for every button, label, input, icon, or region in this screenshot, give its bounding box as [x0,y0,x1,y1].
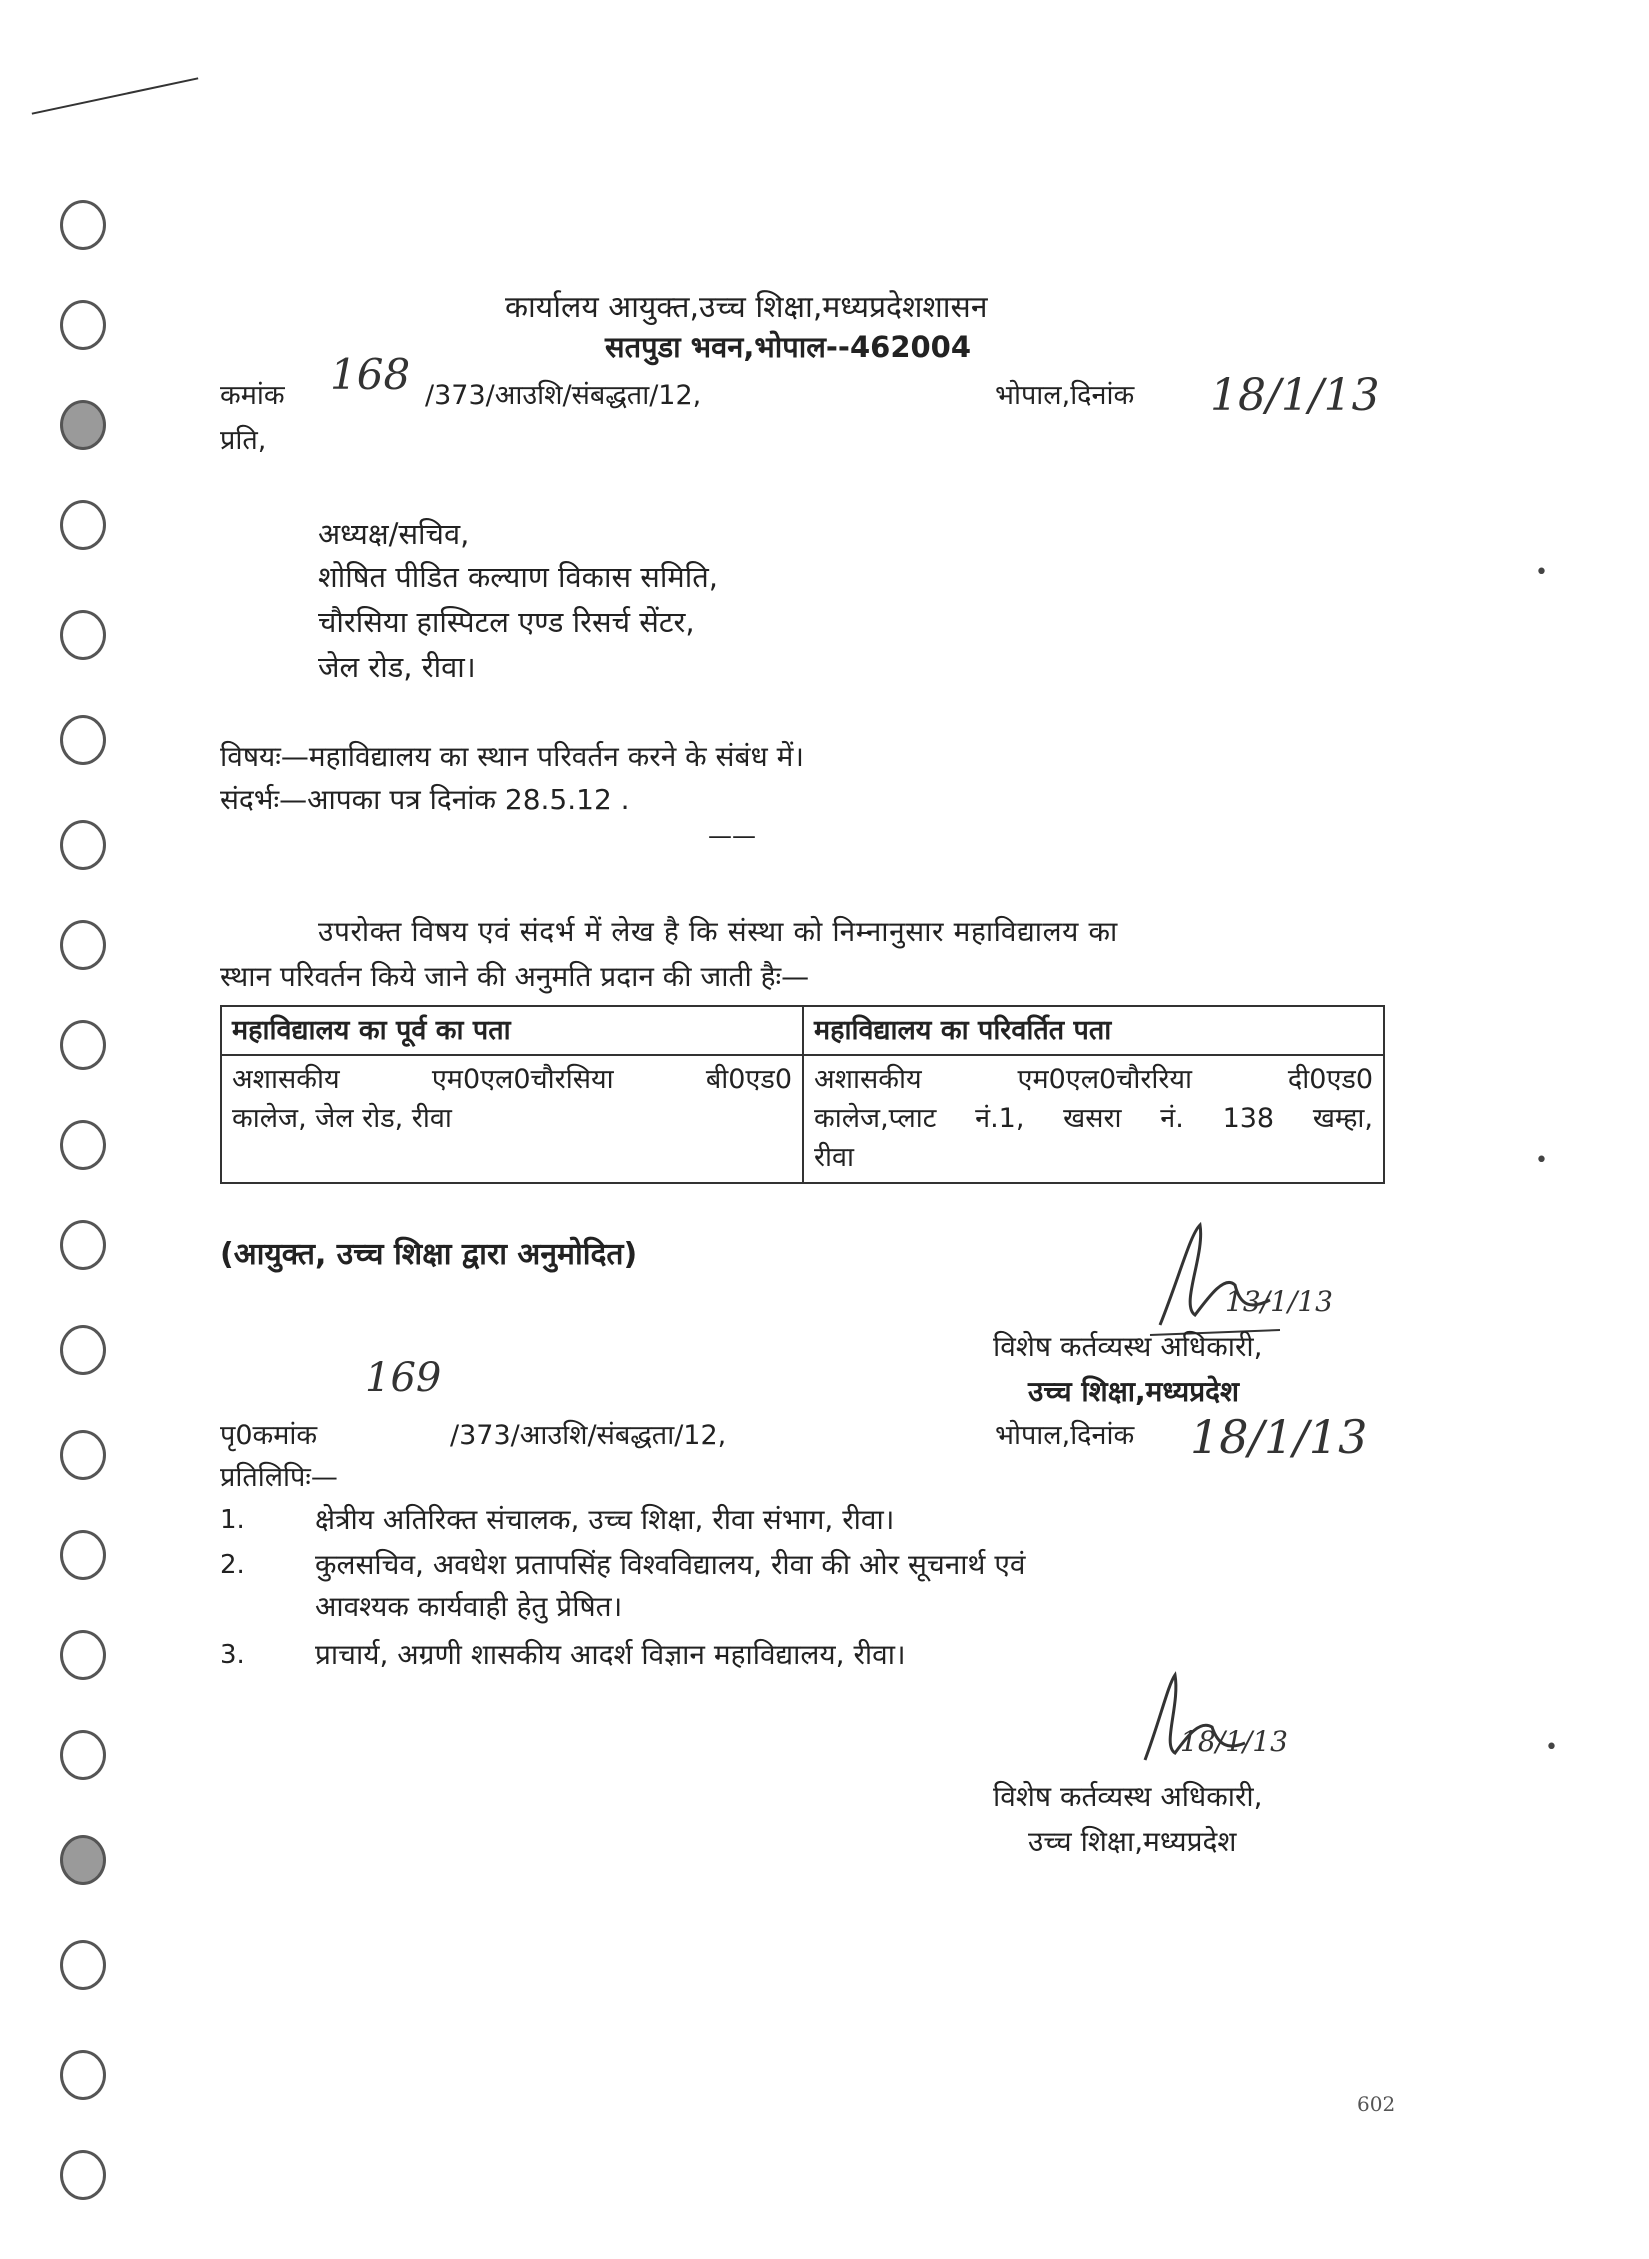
new-address-line: कालेज,प्लाट नं.1, खसरा नं. 138 खम्हा, [814,1103,1373,1135]
cc-label: प्रतिलिपिः— [220,1462,338,1493]
page-number: 602 [1357,2092,1396,2116]
binder-hole-icon [60,1530,106,1580]
new-address-line: रीवा [814,1142,855,1174]
signature2-title: विशेष कर्तव्यस्थ अधिकारी, [993,1780,1263,1813]
binder-hole-icon [60,2050,106,2100]
signature1-dept: उच्च शिक्षा,मध्यप्रदेश [1028,1375,1240,1408]
scan-dot-icon: • [1535,560,1548,585]
binder-hole-icon [60,1120,106,1170]
binder-hole-icon [60,1020,106,1070]
recipient-line: चौरसिया हास्पिटल एण्ड रिसर्च सेंटर, [318,605,695,639]
body-line: उपरोक्त विषय एवं संदर्भ में लेख है कि संस्था को निम्नानुसार महाविद्यालय का [318,915,1118,948]
new-address-cell [803,1055,1384,1182]
copy-date-handwritten: 18/1/13 [1190,1410,1368,1464]
office-heading: कार्यालय आयुक्त,उच्च शिक्षा,मध्यप्रदेशशासन [505,290,988,325]
binder-hole-icon [60,1835,106,1885]
old-address-line: कालेज, जेल रोड, रीवा [232,1103,452,1135]
cc-item-text: कुलसचिव, अवधेश प्रतापसिंह विश्वविद्यालय, रीवा की ओर सूचनार्थ एवं [315,1548,1026,1581]
cc-item-text: आवश्यक कार्यवाही हेतु प्रेषित। [315,1590,623,1623]
new-address-line: अशासकीय एम0एल0चौररिया दी0एड0 [814,1064,1373,1096]
old-address-line: अशासकीय एम0एल0चौरसिया बी0एड0 [232,1064,792,1096]
ref-label: कमांक [220,380,285,411]
copy-place-date-label: भोपाल,दिनांक [995,1420,1135,1451]
binder-hole-icon [60,820,106,870]
recipient-line: शोषित पीडित कल्याण विकास समिति, [318,560,719,594]
binder-hole-icon [60,1325,106,1375]
binder-hole-icon [60,1630,106,1680]
column-header-old-address: महाविद्यालय का पूर्व का पता [221,1006,803,1055]
ref-handwritten-number: 168 [330,350,411,399]
separator: —— [708,822,756,850]
copy-ref-suffix: /373/आउशि/संबद्धता/12, [450,1420,727,1451]
signature-scribble-icon [1120,1665,1300,1780]
date-handwritten: 18/1/13 [1210,370,1380,421]
table-header-row [221,1006,1384,1055]
scan-dot-icon: • [1535,1148,1548,1173]
signature1-initials: 13/1/13 [1225,1285,1333,1318]
cc-item-text: प्राचार्य, अग्रणी शासकीय आदर्श विज्ञान महाविद्यालय, रीवा। [315,1638,906,1671]
binder-hole-icon [60,500,106,550]
scan-dot-icon: • [1545,1735,1558,1760]
old-address-cell [221,1055,803,1182]
ref-suffix: /373/आउशि/संबद्धता/12, [425,380,702,411]
copy-ref-handwritten-number: 169 [365,1355,442,1401]
address-change-table [220,1005,1385,1184]
binder-hole-icon [60,1430,106,1480]
signature2-initials: 18/1/13 [1180,1725,1288,1758]
office-address: सतपुडा भवन,भोपाल--462004 [605,330,972,364]
cc-item-number: 3. [220,1640,245,1670]
cc-item-text: क्षेत्रीय अतिरिक्त संचालक, उच्च शिक्षा, रीवा संभाग, रीवा। [315,1503,895,1536]
place-date-label: भोपाल,दिनांक [995,380,1135,411]
copy-ref-label: पृ0कमांक [220,1420,318,1451]
binder-hole-icon [60,400,106,450]
binder-hole-icon [60,1940,106,1990]
binder-hole-icon [60,1220,106,1270]
to-label: प्रति, [220,425,267,456]
binder-hole-icon [60,715,106,765]
cc-item-number: 1. [220,1505,245,1535]
table-row [221,1055,1384,1182]
signature-scribble-icon [1140,1215,1340,1345]
column-header-new-address: महाविद्यालय का परिवर्तित पता [803,1006,1384,1055]
binder-hole-icon [60,200,106,250]
binder-hole-icon [60,1730,106,1780]
approval-note: (आयुक्त, उच्च शिक्षा द्वारा अनुमोदित) [220,1237,638,1272]
binder-hole-icon [60,300,106,350]
subject-line: विषयः—महाविद्यालय का स्थान परिवर्तन करने के संबंध में। [220,740,804,773]
binder-hole-icon [60,2150,106,2200]
signature1-title: विशेष कर्तव्यस्थ अधिकारी, [993,1330,1263,1363]
recipient-line: जेल रोड, रीवा। [318,650,476,684]
body-line: स्थान परिवर्तन किये जाने की अनुमति प्रदान की जाती हैः— [220,960,810,993]
scan-stroke-icon [32,77,199,114]
cc-item-number: 2. [220,1550,245,1580]
binder-hole-icon [60,610,106,660]
binder-hole-icon [60,920,106,970]
reference-line: संदर्भः—आपका पत्र दिनांक 28.5.12 . [220,783,630,816]
signature2-dept: उच्च शिक्षा,मध्यप्रदेश [1028,1825,1237,1858]
recipient-line: अध्यक्ष/सचिव, [318,517,470,551]
